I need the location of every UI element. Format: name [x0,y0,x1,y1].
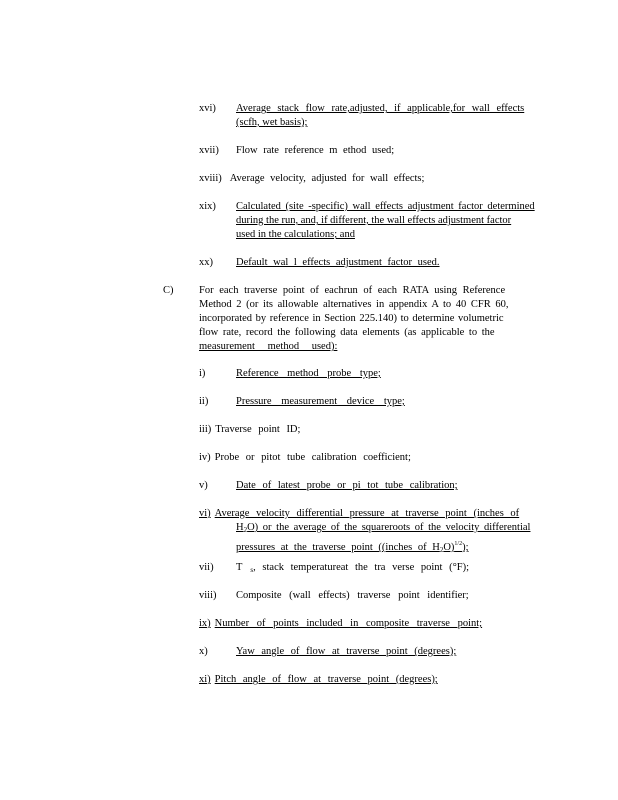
item-c-iv [199,451,561,465]
item-c-i [199,367,561,381]
item-text: Pitch angle of flow at traverse point (degrees); [214,674,438,685]
item-text: Traverse point ID; [215,424,301,435]
item-number: viii) [199,590,217,601]
item-number: xx) [199,257,213,268]
item-number: x) [199,646,208,657]
item-number: iv) [199,452,211,463]
paragraph-line: For each traverse point of eachrun of each RATA using Reference [199,285,506,296]
item-number: xvi) [199,103,216,114]
item-text: Yaw angle of flow at traverse point (degrees); [236,646,457,657]
item-c-ix [199,617,561,631]
item-xx [199,256,561,270]
item-number: vii) [199,562,214,573]
item-text: Average stack flow rate,adjusted, if applicable,for wall effects [236,103,525,114]
item-text-line: pressures at the traverse point ((inches of $H_2O)^{1/2}$); [236,541,469,554]
item-xvi [199,102,561,130]
item-c-x [199,645,561,659]
item-number: xvii) [199,145,219,156]
item-c-v [199,479,561,493]
item-number: xviii) [199,173,222,184]
item-text-line: $H_2O$) or the average of the squareroots of the velocity differential [236,522,531,534]
item-xvii [199,144,561,158]
item-number: v) [199,480,208,491]
item-text: Composite (wall effects) traverse point identifier; [236,590,469,601]
item-text: Calculated (site -specific) wall effects adjustment factor determined [236,201,535,212]
item-text: Reference method probe type; [236,368,381,379]
section-c-paragraph [199,284,529,354]
paragraph-line: incorporated by reference in Section 225.140) to determine volumetric [199,313,504,324]
item-c-viii [199,589,561,603]
item-text: (scfh, wet basis); [236,117,308,128]
item-text: used in the calculations; and [236,229,355,240]
item-c-xi [199,673,561,687]
paragraph-line: measurement method used): [199,341,338,352]
item-xviii [199,172,561,186]
item-text: Pressure measurement device type; [236,396,405,407]
item-text: Flow rate reference m ethod used; [236,145,395,156]
item-c-ii [199,395,561,409]
item-number: xix) [199,201,216,212]
item-text: Average velocity, adjusted for wall effects; [229,173,425,184]
paragraph-line: flow rate, record the following data elements (as applicable to the [199,327,495,338]
item-text: Average velocity differential pressure at traverse point (inches of [214,508,520,519]
item-number: ii) [199,396,209,407]
item-number: vi) [199,508,211,519]
item-c-iii [199,423,561,437]
item-text: during the run, and, if different, the wall effects adjustment factor [236,215,512,226]
item-text: Default wal l effects adjustment factor used. [236,257,440,268]
item-number: iii) [199,424,212,435]
item-c-vii: vii) T $_s$, stack temperatureat the tra verse point (°F); [199,562,470,574]
item-text: Probe or pitot tube calibration coefficient; [214,452,411,463]
item-number: xi) [199,674,211,685]
section-letter: C) [163,285,174,296]
item-number: i) [199,368,206,379]
item-xix [199,200,561,242]
paragraph-line: Method 2 (or its allowable alternatives in appendix A to 40 CFR 60, [199,299,509,310]
item-c-vi [199,507,561,557]
item-number: ix) [199,618,211,629]
item-text: Number of points included in composite traverse point; [214,618,483,629]
item-text: Date of latest probe or pi tot tube calibration; [236,480,458,491]
